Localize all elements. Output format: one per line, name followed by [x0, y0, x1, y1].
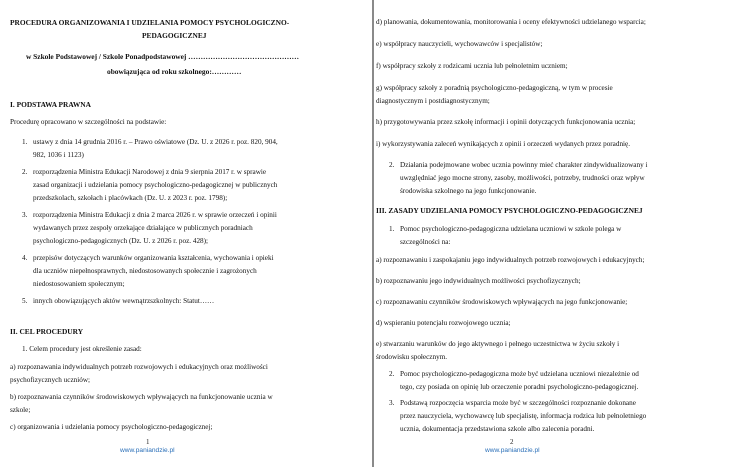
- list-number: 4.: [22, 254, 28, 262]
- list-item-line: innych obowiązujących aktów wewnątrzszkolnych: Statut……: [33, 297, 215, 305]
- list-item-line: 982, 1036 i 1123): [33, 151, 84, 159]
- page-1: [0, 0, 370, 467]
- list-item-line: szczególności na:: [400, 238, 451, 246]
- page-divider: [372, 0, 374, 467]
- list-item-line: a) rozpoznawaniu i zaspokajaniu jego indywidualnych potrzeb rozwojowych i edukacyjnych;: [376, 256, 645, 264]
- footer-link[interactable]: www.paniandzie.pl: [120, 447, 175, 454]
- section-1-heading: I. PODSTAWA PRAWNA: [10, 100, 91, 109]
- section-1-intro: Procedurę opracowano w szczególności na podstawie:: [10, 118, 167, 126]
- list-number: 2.: [389, 161, 395, 169]
- list-item-line: szkole;: [10, 406, 31, 414]
- section-3-heading: III. ZASADY UDZIELANIA POMOCY PSYCHOLOGICZNO-PEDAGOGICZNEJ: [376, 206, 643, 215]
- list-item-line: c) organizowania i udzielania pomocy psychologiczno-pedagogicznej;: [10, 423, 213, 431]
- list-item-line: i) wykorzystywania zaleceń wynikających z opinii i orzeczeń wydanych przez poradnię.: [376, 140, 631, 148]
- list-item-line: rozporządzenia Ministra Edukacji z dnia 2 marca 2026 r. w sprawie orzeczeń i opinii: [33, 211, 277, 219]
- list-item-line: ucznia, dokumentacja przedstawiona szkole albo zalecenia poradni.: [400, 425, 595, 433]
- list-item-line: Pomoc psychologiczno-pedagogiczna udzielana uczniowi w szkole polega w: [400, 225, 622, 233]
- list-item-line: ustawy z dnia 14 grudnia 2016 r. – Prawo oświatowe (Dz. U. z 2026 r. poz. 820, 904,: [33, 138, 278, 146]
- section-2-item-1: 1. Celem procedury jest określenie zasad:: [22, 345, 142, 353]
- list-number: 3.: [22, 211, 28, 219]
- section-2-heading: II. CEL PROCEDURY: [10, 327, 84, 336]
- list-item-line: c) rozpoznawaniu czynników środowiskowych wpływających na jego funkcjonowanie;: [376, 298, 628, 306]
- list-item-line: h) przygotowywania przez szkołę informacji i opinii dotyczących funkcjonowania ucznia;: [376, 118, 636, 126]
- list-number: 1.: [22, 138, 28, 146]
- list-item-line: Działania podejmowane wobec ucznia powinny mieć charakter zindywidualizowany i: [400, 161, 648, 169]
- list-item-line: środowiska szkolnego na jego funkcjonowanie.: [400, 187, 537, 195]
- list-item-line: środowisku społecznym.: [376, 353, 448, 361]
- list-item-line: niedostosowaniem społecznym;: [33, 280, 125, 288]
- document-title-line-2: PEDAGOGICZNEJ: [142, 31, 207, 40]
- list-item-line: tego, czy posiada on opinię lub orzeczenie poradni psychologiczno-pedagogicznej.: [400, 383, 639, 391]
- validity-line: obowiązująca od roku szkolnego:…………: [107, 67, 242, 76]
- list-item-line: psychofizycznych uczniów;: [10, 376, 91, 384]
- list-number: 5.: [22, 297, 28, 305]
- list-item-line: Podstawą rozpoczęcia wsparcia może być w szczególności rozpoznanie dokonane: [400, 399, 636, 407]
- list-item-line: b) rozpoznawania czynników środowiskowych wpływających na funkcjonowanie ucznia w: [10, 393, 273, 401]
- page-2: [376, 0, 750, 467]
- list-item-line: f) współpracy szkoły z rodzicami ucznia lub pełnoletnim uczniem;: [376, 62, 568, 70]
- school-name-line: w Szkole Podstawowej / Szkole Ponadpodstawowej ………………………………………: [26, 52, 300, 61]
- list-item-line: diagnostycznym i postdiagnostycznym;: [376, 97, 490, 105]
- list-number: 1.: [389, 225, 395, 233]
- list-item-line: a) rozpoznawania indywidualnych potrzeb rozwojowych i edukacyjnych oraz możliwości: [10, 363, 268, 371]
- list-item-line: przepisów dotyczących warunków organizowania kształcenia, wychowania i opieki: [33, 254, 274, 262]
- list-number: 2.: [389, 370, 395, 378]
- footer-link[interactable]: www.paniandzie.pl: [485, 447, 540, 454]
- list-item-line: e) współpracy nauczycieli, wychowawców i specjalistów;: [376, 40, 543, 48]
- page-number: 2: [510, 438, 514, 446]
- list-item-line: wydawanych przez zespoły orzekające działające w publicznych poradniach: [33, 224, 253, 232]
- list-item-line: przez nauczyciela, wychowawcę lub specjalistę, informacja rodzica lub pełnoletniego: [400, 412, 647, 420]
- list-item-line: zasad organizacji i udzielania pomocy psychologiczno-pedagogicznej w publicznych: [33, 181, 278, 189]
- page-number: 1: [146, 438, 150, 446]
- list-item-line: e) stwarzaniu warunków do jego aktywnego i pełnego uczestnictwa w życiu szkoły i: [376, 340, 620, 348]
- list-item-line: uwzględniać jego mocne strony, zasoby, możliwości, potrzeby, trudności oraz wpływ: [400, 174, 645, 182]
- list-item-line: psychologiczno-pedagogicznych (Dz. U. z 2026 r. poz. 428);: [33, 237, 209, 245]
- list-item-line: dla uczniów niepełnosprawnych, niedostosowanych społecznie i zagrożonych: [33, 267, 257, 275]
- list-number: 2.: [22, 168, 28, 176]
- list-item-line: g) współpracy szkoły z poradnią psychologiczno-pedagogiczną, w tym w procesie: [376, 84, 613, 92]
- list-item-line: przedszkolach, szkołach i placówkach (Dz. U. z 2023 r. poz. 1798);: [33, 194, 228, 202]
- list-item-line: d) planowania, dokumentowania, monitorowania i oceny efektywności udzielanego wsparcia;: [376, 18, 646, 26]
- list-number: 3.: [389, 399, 395, 407]
- list-item-line: d) wspieraniu potencjału rozwojowego ucznia;: [376, 319, 511, 327]
- list-item-line: b) rozpoznawaniu jego indywidualnych możliwości psychofizycznych;: [376, 277, 581, 285]
- list-item-line: Pomoc psychologiczno-pedagogiczna może być udzielana uczniowi niezależnie od: [400, 370, 639, 378]
- document-title-line-1: PROCEDURA ORGANIZOWANIA I UDZIELANIA POMOCY PSYCHOLOGICZNO-: [10, 18, 290, 27]
- list-item-line: rozporządzenia Ministra Edukacji Narodowej z dnia 9 sierpnia 2017 r. w sprawie: [33, 168, 267, 176]
